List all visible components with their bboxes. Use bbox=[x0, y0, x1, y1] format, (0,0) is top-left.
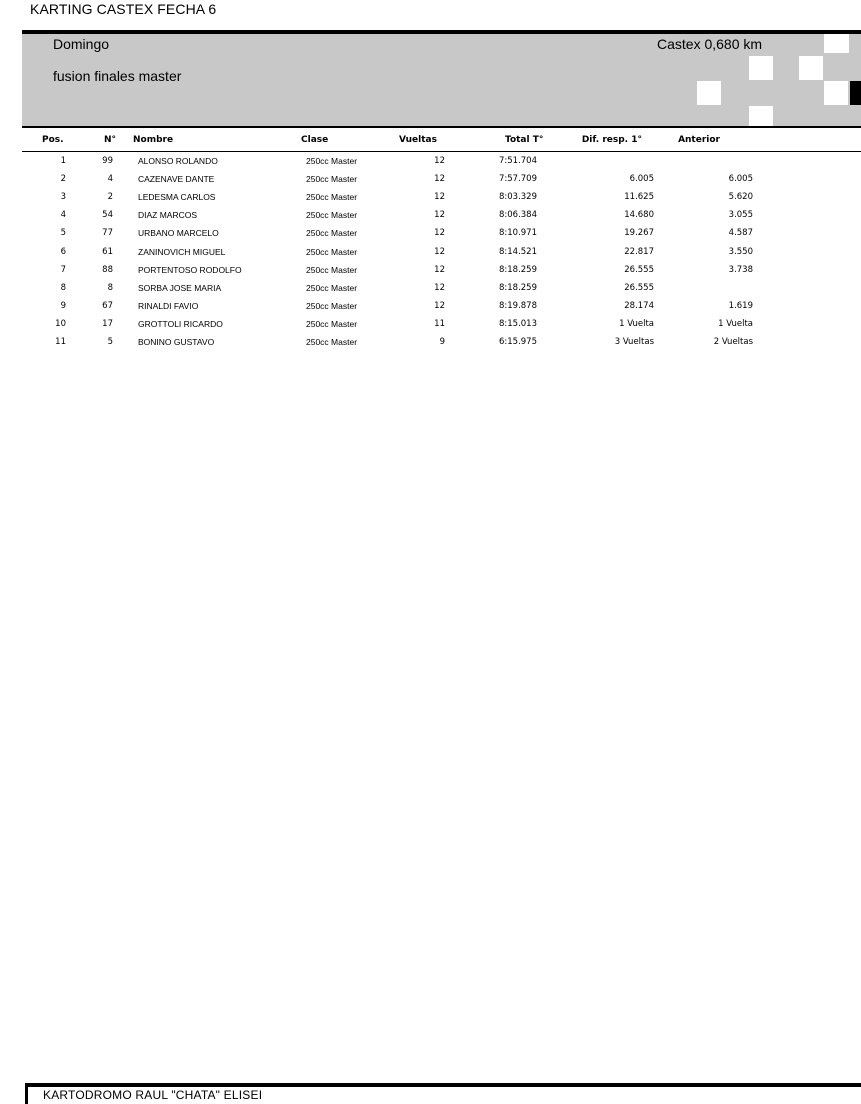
cell-pos: 11 bbox=[55, 337, 66, 347]
cell-total: 8:03.329 bbox=[498, 192, 537, 203]
session-name: fusion finales master bbox=[53, 68, 182, 84]
cell-name: LEDESMA CARLOS bbox=[138, 192, 216, 203]
cell-num: 8 bbox=[107, 282, 113, 293]
cell-laps: 12 bbox=[434, 264, 445, 275]
col-header-total: Total T° bbox=[505, 135, 544, 145]
cell-diff-prev: 4.587 bbox=[728, 228, 753, 239]
cell-clase: 250cc Master bbox=[306, 318, 358, 329]
cell-clase: 250cc Master bbox=[306, 282, 358, 293]
footer-rule bbox=[25, 1083, 861, 1087]
cell-pos: 7 bbox=[60, 264, 66, 275]
cell-total: 8:18.259 bbox=[498, 264, 537, 275]
cell-diff-first: 11.625 bbox=[624, 192, 654, 203]
cell-total: 6:15.975 bbox=[498, 337, 537, 347]
cell-name: GROTTOLI RICARDO bbox=[138, 318, 223, 329]
cell-num: 2 bbox=[107, 192, 113, 203]
cell-num: 5 bbox=[107, 337, 113, 347]
cell-pos: 10 bbox=[55, 318, 66, 329]
track-info: Castex 0,680 km bbox=[657, 36, 763, 52]
cell-name: RINALDI FAVIO bbox=[138, 300, 199, 311]
cell-total: 7:51.704 bbox=[498, 156, 537, 166]
cell-diff-prev: 2 Vueltas bbox=[713, 337, 753, 347]
cell-laps: 12 bbox=[434, 300, 445, 311]
cell-diff-prev: 1.619 bbox=[728, 300, 753, 311]
cell-diff-prev: 5.620 bbox=[728, 192, 753, 203]
cell-num: 54 bbox=[102, 210, 113, 221]
cell-laps: 9 bbox=[439, 337, 445, 347]
cell-diff-prev: 6.005 bbox=[728, 174, 753, 185]
cell-diff-first: 14.680 bbox=[624, 210, 654, 221]
cell-total: 8:14.521 bbox=[498, 246, 537, 257]
cell-clase: 250cc Master bbox=[306, 246, 358, 257]
cell-name: CAZENAVE DANTE bbox=[138, 174, 215, 185]
cell-name: SORBA JOSE MARIA bbox=[138, 282, 222, 293]
cell-pos: 9 bbox=[60, 300, 66, 311]
cell-num: 77 bbox=[102, 228, 113, 239]
cell-diff-prev: 3.055 bbox=[728, 210, 753, 221]
cell-name: PORTENTOSO RODOLFO bbox=[138, 264, 242, 275]
footer-venue: KARTODROMO RAUL "CHATA" ELISEI bbox=[43, 1088, 263, 1102]
cell-diff-prev: 3.738 bbox=[728, 264, 753, 275]
header-divider bbox=[22, 126, 861, 128]
col-header-laps: Vueltas bbox=[399, 135, 437, 145]
document-title: KARTING CASTEX FECHA 6 bbox=[30, 1, 217, 17]
cell-clase: 250cc Master bbox=[306, 228, 358, 239]
cell-clase: 250cc Master bbox=[306, 337, 358, 347]
cell-pos: 2 bbox=[60, 174, 66, 185]
cell-diff-first: 26.555 bbox=[624, 264, 654, 275]
cell-num: 61 bbox=[102, 246, 113, 257]
cell-diff-first: 28.174 bbox=[624, 300, 654, 311]
cell-total: 8:18.259 bbox=[498, 282, 537, 293]
col-header-name: Nombre bbox=[133, 135, 174, 145]
cell-clase: 250cc Master bbox=[306, 300, 358, 311]
cell-clase: 250cc Master bbox=[306, 174, 358, 185]
cell-pos: 4 bbox=[60, 210, 66, 221]
cell-name: BONINO GUSTAVO bbox=[138, 337, 215, 347]
cell-laps: 12 bbox=[434, 192, 445, 203]
cell-diff-first: 3 Vueltas bbox=[614, 337, 654, 347]
cell-laps: 11 bbox=[434, 318, 445, 329]
col-header-pos: Pos. bbox=[42, 135, 64, 145]
cell-diff-first: 26.555 bbox=[624, 282, 654, 293]
cell-name: ALONSO ROLANDO bbox=[138, 156, 218, 166]
cell-total: 8:10.971 bbox=[498, 228, 537, 239]
cell-name: ZANINOVICH MIGUEL bbox=[138, 246, 226, 257]
cell-num: 4 bbox=[107, 174, 113, 185]
col-header-clase: Clase bbox=[301, 135, 329, 145]
cell-name: DIAZ MARCOS bbox=[138, 210, 198, 221]
cell-pos: 3 bbox=[60, 192, 66, 203]
cell-pos: 6 bbox=[60, 246, 66, 257]
cell-laps: 12 bbox=[434, 228, 445, 239]
session-day: Domingo bbox=[53, 36, 110, 52]
cell-laps: 12 bbox=[434, 156, 445, 166]
cell-laps: 12 bbox=[434, 282, 445, 293]
cell-total: 8:19.878 bbox=[498, 300, 537, 311]
cell-laps: 12 bbox=[434, 210, 445, 221]
cell-total: 7:57.709 bbox=[498, 174, 537, 185]
cell-clase: 250cc Master bbox=[306, 156, 358, 166]
cell-clase: 250cc Master bbox=[306, 192, 358, 203]
header-band bbox=[22, 30, 861, 127]
cell-total: 8:06.384 bbox=[498, 210, 537, 221]
cell-num: 67 bbox=[102, 300, 113, 311]
col-header-diff-first: Dif. resp. 1° bbox=[581, 135, 642, 145]
cell-diff-prev: 3.550 bbox=[728, 246, 753, 257]
col-header-diff-prev: Anterior bbox=[678, 135, 720, 145]
cell-diff-first: 6.005 bbox=[629, 174, 654, 185]
cell-num: 88 bbox=[102, 264, 113, 275]
cell-laps: 12 bbox=[434, 174, 445, 185]
cell-diff-first: 22.817 bbox=[624, 246, 654, 257]
cell-pos: 5 bbox=[60, 228, 66, 239]
cell-pos: 1 bbox=[60, 156, 66, 166]
cell-diff-prev: 1 Vuelta bbox=[718, 318, 753, 329]
cell-clase: 250cc Master bbox=[306, 210, 358, 221]
cell-name: URBANO MARCELO bbox=[138, 228, 219, 239]
col-header-num: N° bbox=[104, 135, 117, 145]
cell-num: 17 bbox=[102, 318, 113, 329]
cell-clase: 250cc Master bbox=[306, 264, 358, 275]
cell-diff-first: 19.267 bbox=[624, 228, 654, 239]
cell-laps: 12 bbox=[434, 246, 445, 257]
column-header-rule bbox=[22, 151, 861, 152]
cell-num: 99 bbox=[102, 156, 113, 166]
footer-edge bbox=[25, 1083, 28, 1104]
cell-total: 8:15.013 bbox=[498, 318, 537, 329]
cell-diff-first: 1 Vuelta bbox=[619, 318, 654, 329]
cell-pos: 8 bbox=[60, 282, 66, 293]
